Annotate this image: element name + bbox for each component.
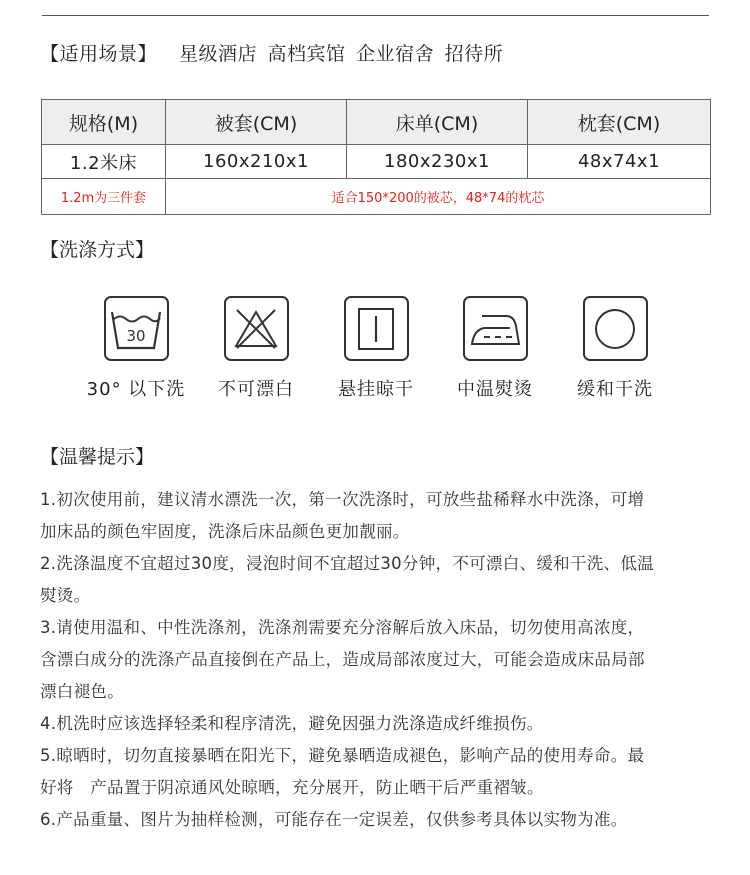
care-item-dry-clean	[560, 296, 670, 401]
spec-table-row	[42, 145, 711, 179]
tip-line: 3.请使用温和、中性洗涤剂，洗涤剂需要充分溶解后放入床品，切勿使用高浓度，	[40, 618, 645, 637]
spec-table	[41, 99, 711, 215]
care-label-iron: 中温熨烫	[457, 379, 533, 400]
header-size: 规格(M)	[42, 100, 166, 145]
wash-section-title: 【洗涤方式】	[40, 238, 155, 261]
dry-clean-gentle-icon	[583, 296, 648, 361]
tip-line: 6.产品重量、图片为抽样检测，可能存在一定误差，仅供参考具体以实物为准。	[40, 810, 628, 829]
tip-line: 漂白褪色。	[40, 682, 124, 701]
tip-line: 加床品的颜色牢固度，洗涤后床品颜色更加靓丽。	[40, 522, 410, 541]
care-label-no-bleach: 不可漂白	[218, 379, 294, 400]
usage-scenes-list: 星级酒店 高档宾馆 企业宿舍 招待所	[179, 42, 504, 65]
tip-line: 5.晾晒时，切勿直接暴晒在阳光下，避免暴晒造成褪色，影响产品的使用寿命。最	[40, 746, 645, 765]
header-sheet: 床单(CM)	[347, 100, 528, 145]
care-label-dry-clean: 缓和干洗	[577, 379, 653, 400]
cell-pillowcase: 48x74x1	[528, 145, 711, 179]
note-set: 1.2m为三件套	[42, 179, 166, 215]
wash-temp-text: 30	[126, 326, 146, 345]
header-duvet: 被套(CM)	[166, 100, 347, 145]
cell-size: 1.2米床	[42, 145, 166, 179]
tip-line: 熨烫。	[40, 586, 91, 605]
cell-sheet: 180x230x1	[347, 145, 528, 179]
wash-30-icon	[104, 296, 169, 361]
tip-line: 含漂白成分的洗涤产品直接倒在产品上，造成局部浓度过大，可能会造成床品局部	[40, 650, 645, 669]
hang-dry-icon	[344, 296, 409, 361]
header-pillowcase: 枕套(CM)	[528, 100, 711, 145]
top-divider	[42, 15, 709, 16]
tips-list	[40, 484, 712, 836]
usage-scenes	[40, 36, 503, 68]
care-item-no-bleach	[201, 296, 311, 401]
care-label-wash: 30° 以下洗	[86, 379, 186, 400]
usage-scenes-title: 【适用场景】	[40, 42, 158, 65]
iron-medium-icon	[463, 296, 528, 361]
care-label-hang-dry: 悬挂晾干	[338, 379, 414, 400]
tip-line: 2.洗涤温度不宜超过30度，浸泡时间不宜超过30分钟，不可漂白、缓和干洗、低温	[40, 554, 654, 573]
spec-table-note-row	[42, 179, 711, 215]
tip-line: 4.机洗时应该选择轻柔和程序清洗，避免因强力洗涤造成纤维损伤。	[40, 714, 544, 733]
cell-duvet: 160x210x1	[166, 145, 347, 179]
care-item-hang-dry	[321, 296, 431, 401]
tips-section-title: 【温馨提示】	[40, 445, 155, 468]
care-item-wash-30	[81, 296, 191, 401]
tip-line: 1.初次使用前，建议清水漂洗一次，第一次洗涤时，可放些盐稀释水中洗涤，可增	[40, 490, 645, 509]
note-fit: 适合150*200的被芯，48*74的枕芯	[166, 179, 711, 215]
care-item-iron	[440, 296, 550, 401]
spec-table-header	[42, 100, 711, 145]
no-bleach-icon	[224, 296, 289, 361]
tip-line: 好将 产品置于阴凉通风处晾晒，充分展开，防止晒干后严重褶皱。	[40, 778, 544, 797]
